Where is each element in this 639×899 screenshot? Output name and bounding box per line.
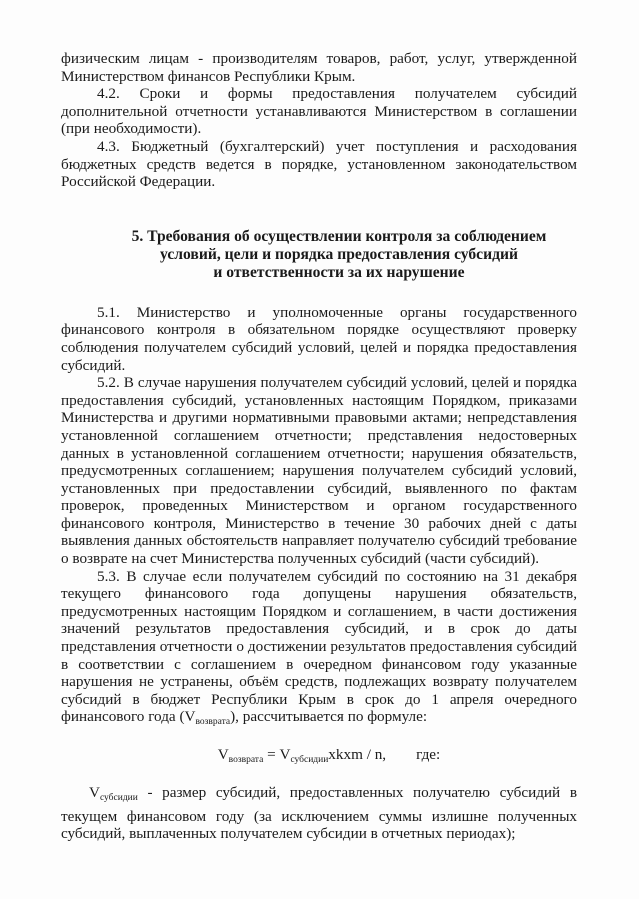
definition-text: - размер субсидий, предоставленных получателю субсидий в текущем финансовом году (за исключением суммы излишне полученных субсидий, выплаченных получателем субсидии в отчетных периодах); bbox=[61, 784, 577, 843]
section-5-heading bbox=[61, 228, 577, 282]
heading-line-2: условий, цели и порядка предоставления субсидий bbox=[160, 245, 518, 263]
definition-block bbox=[61, 784, 577, 843]
paragraph-5-3-tail: ), рассчитывается по формуле: bbox=[230, 708, 428, 726]
subscript-return: возврата bbox=[195, 717, 231, 728]
formula-lhs-subscript: возврата bbox=[228, 755, 264, 765]
paragraph-5-1: 5.1. Министерство и уполномоченные органы государственного финансового контроля в обязательном порядке осуществляют проверку соблюдения получателем субсидий условий, целей и порядка предоставления субсидий. bbox=[61, 303, 577, 374]
paragraph-5-3-text: 5.3. В случае если получателем субсидий по состоянию на 31 декабря текущего финансового года допущены нарушения обязательств, предусмотренных настоящим Порядком и соглашением, в части достижения значений результатов предоставления субсидий, и в срок до даты представления отчетности о достижении результатов предоставления субсидий в соответствии с соглашением в очередном финансовом году указанные нарушения не устранены, объём средств, подлежащих возврату получателем субсидий в бюджет Республики Крым в срок до 1 апреля очередного финансового года (V bbox=[61, 567, 577, 726]
spacer bbox=[61, 191, 577, 228]
formula-equals: = V bbox=[263, 746, 291, 763]
formula-where: где: bbox=[416, 746, 441, 763]
formula-rest: xkxm / n, bbox=[328, 746, 387, 763]
spacer bbox=[61, 282, 577, 304]
definition-symbol: V bbox=[89, 784, 100, 801]
document-body bbox=[61, 50, 577, 843]
heading-line-1: 5. Требования об осуществлении контроля за соблюдением bbox=[131, 227, 547, 245]
paragraph-5-2: 5.2. В случае нарушения получателем субсидий условий, целей и порядка предоставления субсидий, установленных настоящим Порядком, приказами Министерства и другими нормативными правовыми актами; непредставления установленной соглашением отчетности; представления недостоверных данных в установленной соглашением отчетности; нарушения обязательств, предусмотренных соглашением; нарушения получателем субсидий условий, установленных при предоставлении субсидий, выявленного по фактам проверок, проведенных Министерством и органом государственного финансового контроля, Министерство в течение 30 рабочих дней с даты выявления данных обстоятельств направляет получателю субсидий требование о возврате на счет Министерства полученных субсидий (части субсидий). bbox=[61, 374, 577, 568]
paragraph-continuation: физическим лицам - производителям товаров, работ, услуг, утвержденной Министерством финансов Республики Крым. bbox=[61, 50, 577, 85]
paragraph-4-3: 4.3. Бюджетный (бухгалтерский) учет поступления и расходования бюджетных средств ведется в порядке, установленном законодательством Российской Федерации. bbox=[61, 137, 577, 191]
formula bbox=[61, 745, 577, 770]
formula-rhs-subscript: субсидии bbox=[290, 755, 329, 765]
definition-symbol-subscript: субсидии bbox=[99, 793, 138, 803]
formula-lhs: V bbox=[217, 746, 229, 763]
definition-v-subsidy bbox=[61, 784, 577, 843]
paragraph-4-2: 4.2. Сроки и формы предоставления получателем субсидий дополнительной отчетности устанавливаются Министерством в соглашении (при необходимости). bbox=[61, 85, 577, 138]
heading-line-3: и ответственности за их нарушение bbox=[213, 263, 465, 281]
paragraph-5-3 bbox=[61, 568, 577, 732]
